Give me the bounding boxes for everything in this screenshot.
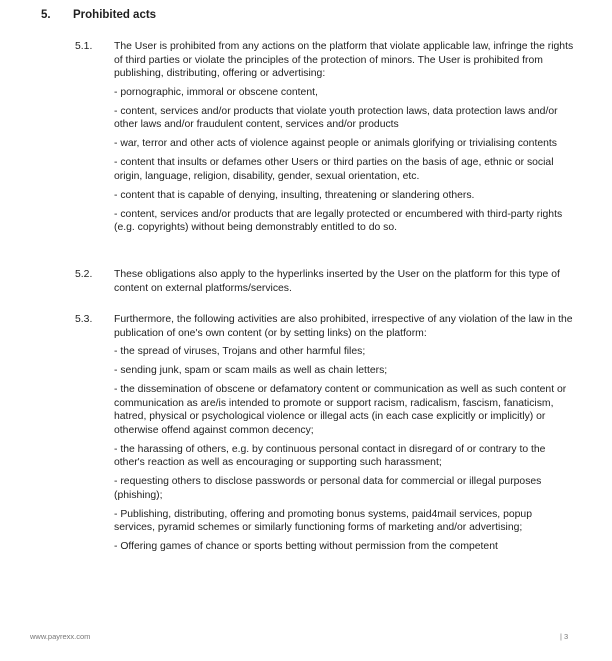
list-item: - content that is capable of denying, insulting, threatening or slandering others. <box>114 189 475 201</box>
list-item: - pornographic, immoral or obscene content, <box>114 86 318 98</box>
clause-number: 5.3. <box>75 314 93 325</box>
clause-number: 5.2. <box>75 269 93 280</box>
list-item: - content, services and/or products that are legally protected or encumbered with third-party rights (e.g. copyrights) without being demonstrably entitled to do so. <box>114 208 563 233</box>
list-item: - the harassing of others, e.g. by continuous personal contact in disregard of or contrary to the other's reaction as well as encouraging or supporting such harassment; <box>114 443 546 468</box>
clause-5-3 <box>75 313 575 559</box>
list-item: - the dissemination of obscene or defamatory content or communication as well as such content or communication as are/is intended to promote or support racism, radicalism, fascism, fanaticism, hatred, physical or psychological violence or illegal acts (in each case explicitly or implicitly) or otherwise offend against common decency; <box>114 384 567 436</box>
list-item: - sending junk, spam or scam mails as well as chain letters; <box>114 365 388 376</box>
clause-5-1 <box>75 40 575 240</box>
clause-number: 5.1. <box>75 41 93 52</box>
section-title: Prohibited acts <box>73 9 157 21</box>
clause-item-list <box>114 86 575 235</box>
list-item: - the spread of viruses, Trojans and other harmful files; <box>114 346 366 357</box>
list-item: - content that insults or defames other Users or third parties on the basis of age, ethnic or social origin, language, religion, disability, gender, sexual orientation, etc. <box>114 157 554 182</box>
list-item: - war, terror and other acts of violence against people or animals glorifying or trivialising contents <box>114 138 557 149</box>
clause-intro: The User is prohibited from any actions on the platform that violate applicable law, infringe the rights of third parties or violate the principles of the protection of minors. The User is prohibited from publishing, distributing, offering or advertising: <box>114 41 574 79</box>
clause-intro: These obligations also apply to the hyperlinks inserted by the User on the platform for this type of content on external platforms/services. <box>114 269 560 294</box>
list-item: - Offering games of chance or sports betting without permission from the competent <box>114 541 498 552</box>
clause-item-list <box>114 345 575 554</box>
footer-page-number: | 3 <box>560 632 569 641</box>
footer-website: www.payrexx.com <box>30 632 91 641</box>
list-item: - requesting others to disclose passwords or personal data for commercial or illegal purposes (phishing); <box>114 476 542 501</box>
clause-intro: Furthermore, the following activities are also prohibited, irrespective of any violation of the law in the publication of one's own content (or by setting links) on the platform: <box>114 314 573 339</box>
list-item: - Publishing, distributing, offering and promoting bonus systems, paid4mail services, popup services, pyramid schemes or similarly functioning forms of marketing and/or advertising; <box>114 508 532 533</box>
section-number: 5. <box>41 9 51 21</box>
list-item: - content, services and/or products that violate youth protection laws, data protection laws and/or other laws and/or fraudulent content, services and/or products <box>114 105 558 130</box>
clause-5-2 <box>75 268 575 300</box>
